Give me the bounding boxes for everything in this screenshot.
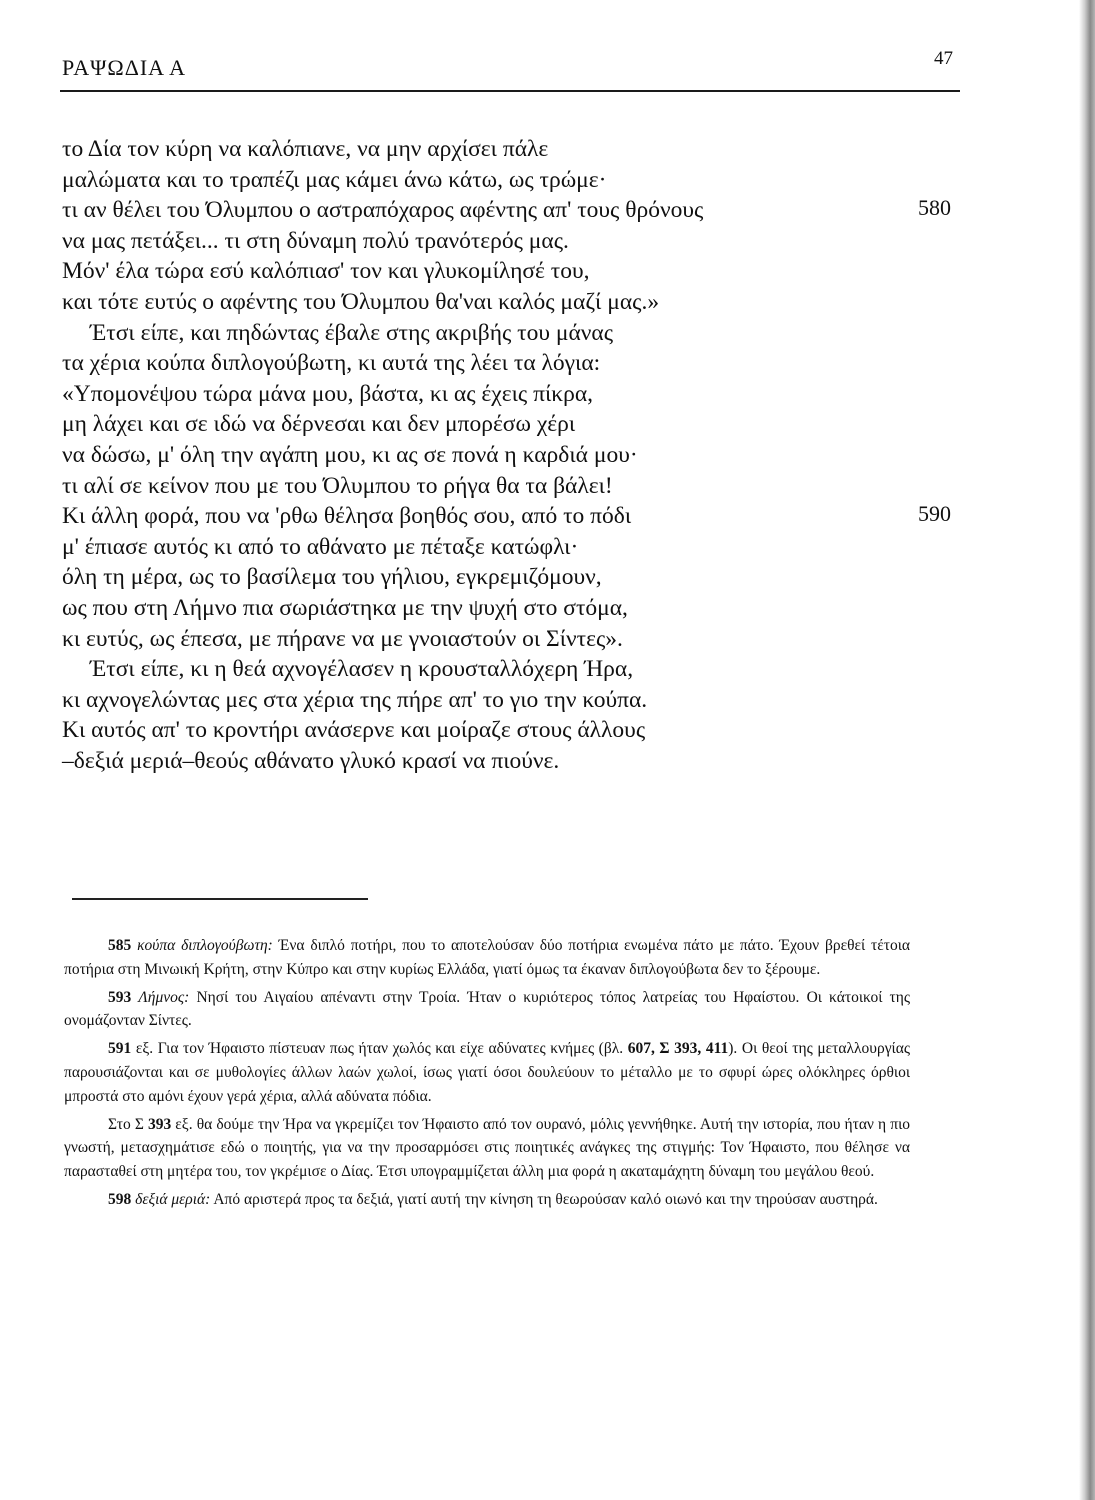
line-number: 580 xyxy=(918,195,951,221)
verse-line: «Υπομονέψου τώρα μάνα μου, βάστα, κι ας έχεις πίκρα, xyxy=(62,380,594,407)
verse-line: Μόν' έλα τώρα εσύ καλόπιασ' τον και γλυκομίλησέ του, xyxy=(62,258,590,285)
footnote-num: 593 xyxy=(108,988,139,1006)
footnotes xyxy=(64,934,910,1216)
footnote-plain: εξ. θα δούμε την Ήρα να γκρεμίζει τον Ήφαιστο από τον ουρανό, μόλις γεννήθηκε. Αυτή την ιστορία, που ήταν η πιο γνωστή, μετασχημάτισε εδώ ο ποιητής, για να την προσαρμόσει στις ποιητικές ανάγκες της στιγμής: Τον Ήφαιστο, που θέλησε να παρασταθεί στη μητέρα του, τον γκρέμισε ο Δίας. Έτσι υπογραμμίζεται άλλη μια φορά η ακαταμάχητη δύναμη του μεγάλου θεού. xyxy=(64,1115,910,1181)
verse-line: Κι άλλη φορά, που να 'ρθω θέλησα βοηθός σου, από το πόδι xyxy=(62,503,632,530)
footnote xyxy=(64,1188,910,1212)
verse-line: ως που στη Λήμνο πια σωριάστηκα με την ψυχή στο στόμα, xyxy=(62,594,628,621)
verse-line: το Δία τον κύρη να καλόπιανε, να μην αρχίσει πάλε xyxy=(62,136,549,162)
verse-line: τι αν θέλει του Όλυμπου ο αστραπόχαρος αφέντης απ' τους θρόνους xyxy=(62,197,704,224)
footnote-num: 591 xyxy=(108,1040,136,1058)
page-edge-shadow xyxy=(1079,0,1095,1500)
footnote xyxy=(64,986,910,1034)
footnote-plain: Ένα διπλό ποτήρι, που το αποτελούσαν δύο ποτήρια ενωμένα πάτο με πάτο. Έχουν βρεθεί τέτοια ποτήρια στη Μινωική Κρήτη, στην Κύπρο και στην κυρίως Ελλάδα, γιατί όμως τα έκαναν διπλογούβωτα δεν το ξέρουμε. xyxy=(64,937,911,978)
verse-line: μαλώματα και το τραπέζι μας κάμει άνω κάτω, ως τρώμε· xyxy=(62,166,607,193)
line-number: 590 xyxy=(918,501,951,527)
verse-line: και τότε ευτύς ο αφέντης του Όλυμπου θα'ναι καλός μαζί μας.» xyxy=(62,288,660,315)
verse-line: να μας πετάξει... τι στη δύναμη πολύ τρανότερός μας. xyxy=(62,227,569,254)
footnote-plain: ). Οι θεοί της μεταλλουργίας παρουσιάζονται και σε μυθολογίες άλλων λαών χωλοί, ίσως γιατί όσοι δουλεύουν το μέταλλο με το σφυρί ώρες ολόκληρες όρθιοι μπροστά στο αμόνι έχουν γερά χέρια, αλλά αδύνατα πόδια. xyxy=(64,1040,910,1105)
running-title: ΡΑΨΩΔΙΑ Α xyxy=(62,55,187,80)
header-rule xyxy=(60,90,960,92)
verse-line: μ' έπιασε αυτός κι από το αθάνατο με πέταξε κατώφλι· xyxy=(62,533,579,560)
verse-line: Έτσι είπε, και πηδώντας έβαλε στης ακριβής του μάνας xyxy=(90,319,614,346)
verse-line: μη λάχει και σε ιδώ να δέρνεσαι και δεν μπορέσω χέρι xyxy=(62,411,576,438)
verse-line: όλη τη μέρα, ως το βασίλεμα του γήλιου, εγκρεμιζόμουν, xyxy=(62,564,602,591)
verse-line: Κι αυτός απ' το κροντήρι ανάσερνε και μοίραζε στους άλλους xyxy=(62,717,646,744)
verse-line: κι αχνογελώντας μες στα χέρια της πήρε απ' το γιο την κούπα. xyxy=(62,686,648,713)
footnote-ref: 393 xyxy=(147,1115,172,1133)
footnote-ref: 607, Σ 393, 411 xyxy=(627,1040,729,1058)
footnote xyxy=(64,1037,910,1108)
footnote-plain: Από αριστερά προς τα δεξιά, γιατί αυτή την κίνηση τη θεωρούσαν καλό οιωνό και την τηρούσαν αυστηρά. xyxy=(210,1190,878,1208)
footnote-rule xyxy=(72,898,368,900)
verse-line: τι αλί σε κείνον που με του Όλυμπου το ρήγα θα τα βάλει! xyxy=(62,472,613,499)
footnote-lemma: δεξιά μεριά: xyxy=(135,1190,211,1208)
footnote xyxy=(64,934,910,982)
footnote-plain: εξ. Για τον Ήφαιστο πίστευαν πως ήταν χωλός και είχε αδύνατες κνήμες (βλ. xyxy=(135,1040,628,1058)
verse-line: κι ευτύς, ως έπεσα, με πήρανε να με γνοιαστούν οι Σίντες». xyxy=(62,625,623,652)
page-number: 47 xyxy=(934,48,953,69)
verse-line: τα χέρια κούπα διπλογούβωτη, κι αυτά της λέει τα λόγια: xyxy=(62,350,601,377)
footnote-num: 598 xyxy=(108,1190,136,1208)
footnote-plain: Στο Σ xyxy=(108,1115,148,1133)
verse-line: να δώσω, μ' όλη την αγάπη μου, κι ας σε πονά η καρδιά μου· xyxy=(62,441,638,468)
footnote-plain: Νησί του Αιγαίου απέναντι στην Τροία. Ήταν ο κυριότερος τόπος λατρείας του Ηφαίστου. Οι κάτοικοί της ονομάζονταν Σίντες. xyxy=(64,988,910,1030)
footnote-num: 585 xyxy=(108,937,138,954)
footnote xyxy=(64,1113,910,1184)
verse-text xyxy=(62,134,892,776)
verse-line: –δεξιά μεριά–θεούς αθάνατο γλυκό κρασί να πιούνε. xyxy=(62,747,560,774)
footnote-lemma: κούπα διπλογούβωτη: xyxy=(137,937,273,954)
verse-line: Έτσι είπε, κι η θεά αχνογέλασεν η κρουσταλλόχερη Ήρα, xyxy=(90,656,634,683)
footnote-lemma: Λήμνος: xyxy=(138,988,190,1006)
